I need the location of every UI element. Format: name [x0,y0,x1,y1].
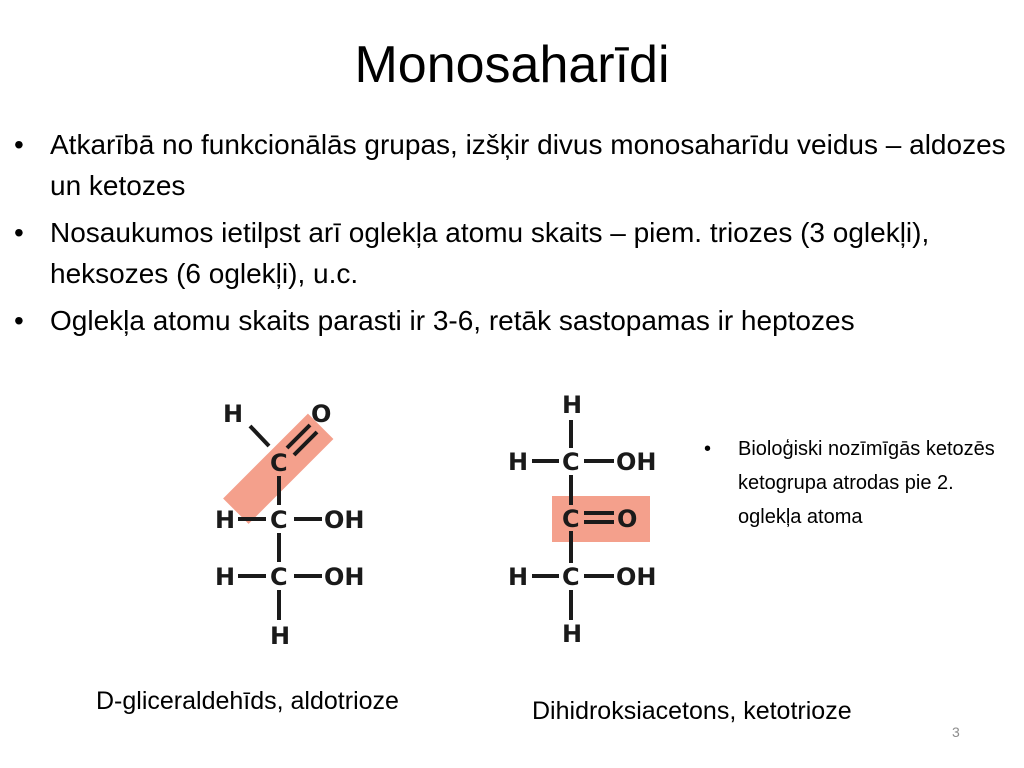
bullet-marker: • [14,129,24,160]
caption-dihydroxyacetone: Dihidroksiacetons, ketotrioze [532,697,852,725]
atom-c: C [270,506,288,534]
atom-c: C [270,563,288,591]
atom-h: H [562,391,583,419]
bullet-text: Oglekļa atomu skaits parasti ir 3-6, retāk sastopamas ir heptozes [50,305,855,336]
side-note-text: Bioloģiski nozīmīgās ketozēs ketogrupa atrodas pie 2. oglekļa atoma [738,438,995,528]
atom-oh: OH [616,563,657,591]
bullet-marker: • [704,438,712,460]
atom-h: H [215,506,236,534]
side-note-item [704,432,1004,534]
bullet-text: Nosaukumos ietilpst arī oglekļa atomu skaits – piem. triozes (3 oglekļi), heksozes (6 oglekļi), u.c. [50,217,930,289]
atom-o: O [311,400,332,428]
bullet-marker: • [14,305,24,336]
bullet-item [14,124,1014,206]
atom-c: C [562,563,580,591]
atom-oh: OH [324,563,365,591]
atom-c: C [270,449,288,477]
bullet-marker: • [14,217,24,248]
bullet-item [14,300,1014,341]
caption-glyceraldehyde: D-gliceraldehīds, aldotrioze [96,687,399,715]
side-note-list [704,432,1004,534]
atom-o: O [617,505,638,533]
atom-h: H [223,400,244,428]
bond-h-c1 [250,426,269,446]
dihydroxyacetone-structure [500,385,675,650]
atom-h: H [508,563,529,591]
atom-h: H [562,620,583,648]
bullet-list [14,124,1014,347]
slide-title: Monosaharīdi [354,36,670,94]
bullet-item [14,212,1014,294]
atom-c: C [562,448,580,476]
atom-oh: OH [324,506,365,534]
atom-oh: OH [616,448,657,476]
atom-h: H [270,622,291,650]
atom-h: H [215,563,236,591]
page-number: 3 [952,724,960,740]
atom-h: H [508,448,529,476]
atom-c: C [562,505,580,533]
bullet-text: Atkarībā no funkcionālās grupas, izšķir divus monosaharīdu veidus – aldozes un ketozes [50,129,1006,201]
glyceraldehyde-structure [205,380,380,650]
